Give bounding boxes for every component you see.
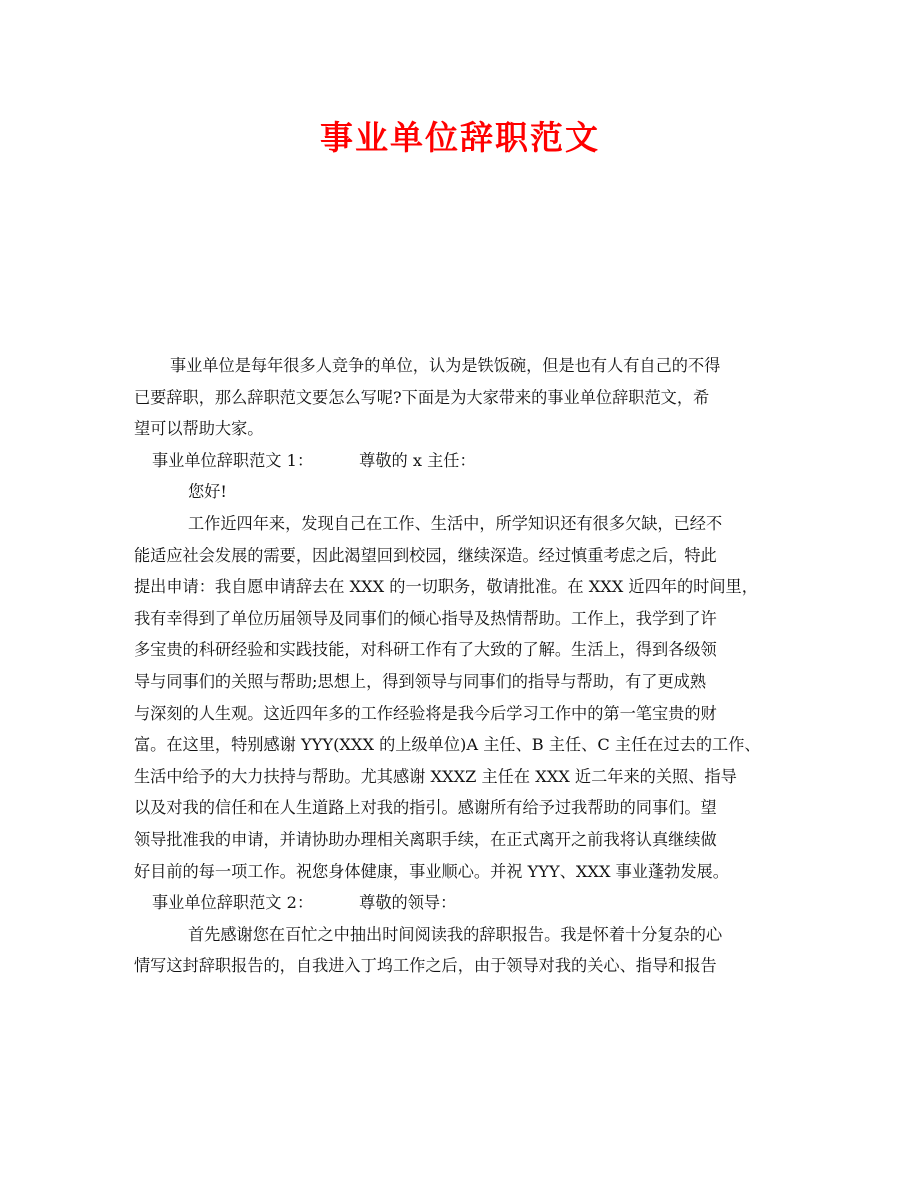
sample2-heading: 事业单位辞职范文 2： xyxy=(152,893,314,913)
sample1-salutation: 尊敬的 x 主任： xyxy=(359,450,476,470)
sample2-paragraph-line: 情写这封辞职报告的，自我进入丁坞工作之后，由于领导对我的关心、指导和报告 xyxy=(134,956,717,976)
intro-line: 已要辞职，那么辞职范文要怎么写呢?下面是为大家带来的事业单位辞职范文，希 xyxy=(134,387,710,407)
sample1-paragraph-line: 我有幸得到了单位历届领导及同事们的倾心指导及热情帮助。工作上，我学到了许 xyxy=(134,608,717,628)
sample2-salutation: 尊敬的领导： xyxy=(359,893,457,913)
sample1-paragraph-line: 导与同事们的关照与帮助;思想上，得到领导与同事们的指导与帮助，有了更成熟 xyxy=(134,671,707,691)
sample1-paragraph-line: 工作近四年来，发现自己在工作、生活中，所学知识还有很多欠缺，已经不 xyxy=(188,513,723,533)
sample1-paragraph-line: 与深刻的人生观。这近四年多的工作经验将是我今后学习工作中的第一笔宝贵的财 xyxy=(134,703,717,723)
sample2-paragraph-line: 首先感谢您在百忙之中抽出时间阅读我的辞职报告。我是怀着十分复杂的心 xyxy=(188,924,723,944)
sample1-paragraph-line: 能适应社会发展的需要，因此渴望回到校园，继续深造。经过慎重考虑之后，特此 xyxy=(134,545,717,565)
intro-line: 望可以帮助大家。 xyxy=(134,419,264,439)
sample1-paragraph-line: 多宝贵的科研经验和实践技能，对科研工作有了大致的了解。生活上，得到各级领 xyxy=(134,640,717,660)
sample1-greeting: 您好! xyxy=(188,482,227,502)
document-title: 事业单位辞职范文 xyxy=(320,118,600,157)
sample1-paragraph-line: 富。在这里，特别感谢 YYY(XXX 的上级单位)A 主任、B 主任、C 主任在过去的工作、 xyxy=(134,735,761,755)
sample1-paragraph-line: 生活中给予的大力扶持与帮助。尤其感谢 XXXZ 主任在 XXX 近二年来的关照、指导 xyxy=(134,766,737,786)
sample1-heading-line xyxy=(134,445,794,477)
sample1-paragraph-line: 以及对我的信任和在人生道路上对我的指引。感谢所有给予过我帮助的同事们。望 xyxy=(134,798,717,818)
sample1-heading: 事业单位辞职范文 1： xyxy=(152,450,314,470)
document-body xyxy=(134,350,794,982)
sample2-heading-line xyxy=(134,887,794,919)
sample1-paragraph-line: 好目前的每一项工作。祝您身体健康，事业顺心。并祝 YYY、XXX 事业蓬勃发展。 xyxy=(134,861,729,881)
intro-line: 事业单位是每年很多人竞争的单位，认为是铁饭碗，但是也有人有自己的不得 xyxy=(170,356,721,375)
sample1-paragraph-line: 领导批准我的申请，并请协助办理相关离职手续，在正式离开之前我将认真继续做 xyxy=(134,829,717,849)
sample1-paragraph-line: 提出申请：我自愿申请辞去在 XXX 的一切职务，敬请批准。在 XXX 近四年的时间里， xyxy=(134,577,758,597)
